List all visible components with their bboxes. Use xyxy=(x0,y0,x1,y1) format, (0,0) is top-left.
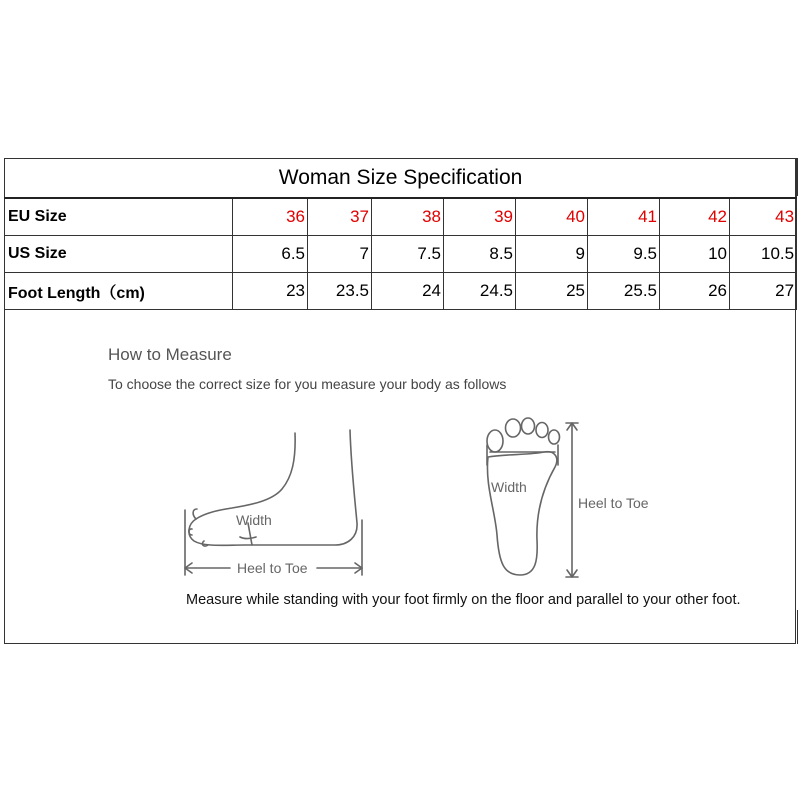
eu-size-cell: 36 xyxy=(233,198,308,236)
foot-length-cell: 24.5 xyxy=(444,273,516,310)
eu-size-row xyxy=(5,198,797,236)
measure-note: Measure while standing with your foot firmly on the floor and parallel to your other foot. xyxy=(186,592,741,608)
foot-length-row xyxy=(5,273,797,310)
sole-width-label: Width xyxy=(491,479,527,495)
us-size-cell: 7 xyxy=(308,236,372,273)
foot-measure-diagram xyxy=(170,405,649,590)
eu-size-cell: 41 xyxy=(588,198,660,236)
border-fragment xyxy=(797,610,798,644)
eu-size-cell: 42 xyxy=(660,198,730,236)
us-size-cell: 9.5 xyxy=(588,236,660,273)
us-size-cell: 7.5 xyxy=(372,236,444,273)
eu-size-cell: 40 xyxy=(516,198,588,236)
us-size-cell: 10 xyxy=(660,236,730,273)
side-width-label: Width xyxy=(236,512,272,528)
measure-title: How to Measure xyxy=(108,345,232,364)
foot-length-cell: 23 xyxy=(233,273,308,310)
eu-size-cell: 39 xyxy=(444,198,516,236)
us-size-cell: 8.5 xyxy=(444,236,516,273)
sole-foot-icon xyxy=(487,418,560,575)
foot-length-cell: 26 xyxy=(660,273,730,310)
eu-size-cell: 43 xyxy=(730,198,797,236)
eu-size-cell: 37 xyxy=(308,198,372,236)
foot-length-cell: 25 xyxy=(516,273,588,310)
side-length-label: Heel to Toe xyxy=(237,560,308,576)
measure-subtitle: To choose the correct size for you measure your body as follows xyxy=(108,376,507,392)
us-size-cell: 10.5 xyxy=(730,236,797,273)
border-fragment xyxy=(797,158,798,196)
side-foot-icon xyxy=(189,430,357,546)
foot-length-cell: 24 xyxy=(372,273,444,310)
us-size-cell: 6.5 xyxy=(233,236,308,273)
row-label: US Size xyxy=(5,236,233,273)
foot-length-cell: 23.5 xyxy=(308,273,372,310)
table-title: Woman Size Specification xyxy=(5,159,797,199)
foot-length-cell: 25.5 xyxy=(588,273,660,310)
eu-size-cell: 38 xyxy=(372,198,444,236)
foot-length-cell: 27 xyxy=(730,273,797,310)
sole-length-label: Heel to Toe xyxy=(578,495,649,511)
us-size-row xyxy=(5,236,797,273)
row-label: EU Size xyxy=(5,198,233,236)
us-size-cell: 9 xyxy=(516,236,588,273)
row-label: Foot Length（cm) xyxy=(5,273,233,310)
size-table xyxy=(4,158,797,310)
